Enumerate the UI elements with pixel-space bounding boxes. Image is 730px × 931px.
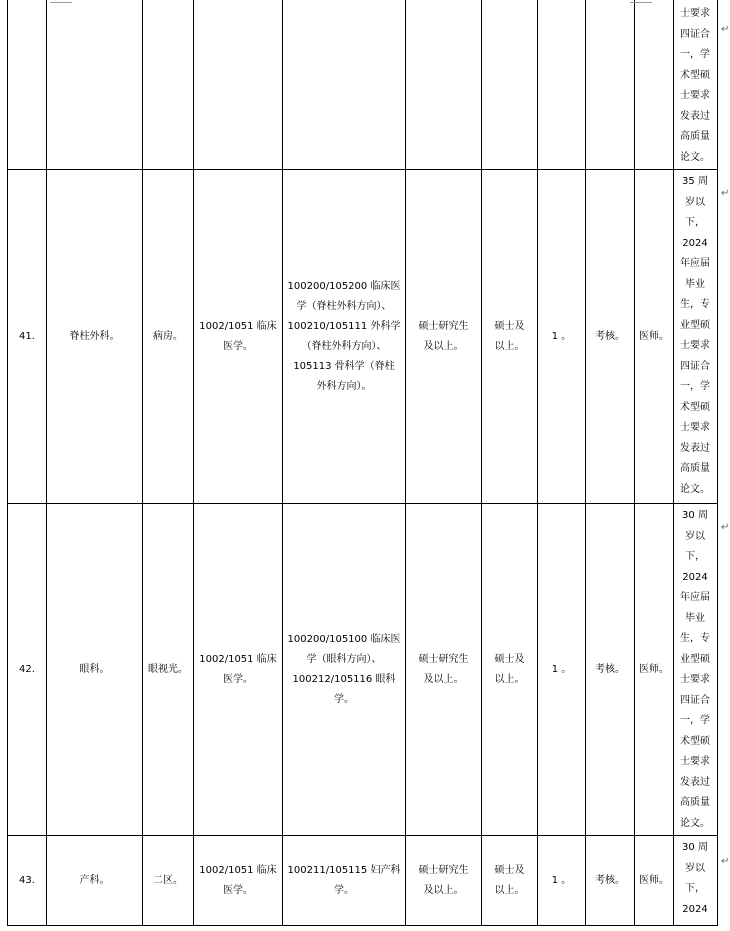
department: 脊柱外科。 [69, 330, 120, 342]
other-requirements: 30 周 岁以 下， 2024 [682, 842, 708, 915]
position-place: 病房。 [153, 330, 183, 342]
major-category: 1002/1051 临床 医学。 [199, 653, 277, 685]
major-category: 1002/1051 临床 医学。 [199, 320, 277, 352]
paragraph-mark: ↵ [721, 856, 730, 867]
post-title: 医师。 [639, 663, 669, 675]
education: 硕士研究生 及以上。 [418, 320, 469, 352]
selection-method: 考核。 [595, 874, 625, 886]
major-requirement: 100200/105100 临床医 学（眼科方向）、 100212/105116 眼科学。 [287, 633, 401, 705]
paragraph-mark: ↵ [721, 188, 730, 199]
department: 产科。 [79, 874, 110, 886]
degree: 硕士及 以上。 [494, 864, 525, 896]
row-number: 41. [19, 330, 35, 342]
column-divider [673, 0, 674, 926]
selection-method: 考核。 [595, 330, 625, 342]
education: 硕士研究生 及以上。 [418, 653, 469, 685]
post-title: 医师。 [639, 874, 669, 886]
paragraph-mark: ↵ [721, 24, 730, 35]
row-number: 43. [19, 874, 35, 886]
position-place: 二区。 [153, 874, 183, 886]
continued-requirement-text: 士要求 四证合 一，学 术型硕 士要求 发表过 高质量 论文。 [680, 8, 710, 163]
department: 眼科。 [79, 663, 110, 675]
major-requirement: 100200/105200 临床医 学（脊柱外科方向）、 100210/105111 外科学 （脊柱外科方向）、 105113 骨科学（脊柱 外科方向）。 [287, 280, 401, 392]
major-requirement: 100211/105115 妇产科 学。 [287, 864, 401, 896]
corner-mark [50, 2, 72, 3]
other-requirements: 30 周 岁以 下， 2024 年应届 毕业 生，专 业型硕 士要求 四证合 一，学 术型硕 士要求 发表过 高质量 论文。 [680, 510, 710, 829]
paragraph-mark: ↵ [721, 522, 730, 533]
education: 硕士研究生 及以上。 [418, 864, 469, 896]
row-number: 42. [19, 663, 35, 675]
table-border-bottom [7, 925, 718, 926]
hiring-count: 1 。 [551, 874, 572, 886]
hiring-count: 1 。 [551, 663, 572, 675]
degree: 硕士及 以上。 [494, 320, 525, 352]
position-place: 眼视光。 [148, 663, 188, 675]
hiring-count: 1 。 [551, 330, 572, 342]
corner-mark [630, 2, 652, 3]
major-category: 1002/1051 临床 医学。 [199, 864, 277, 896]
selection-method: 考核。 [595, 663, 625, 675]
other-requirements: 35 周 岁以 下， 2024 年应届 毕业 生，专 业型硕 士要求 四证合 一，学 术型硕 士要求 发表过 高质量 论文。 [680, 176, 710, 495]
table-border-right [717, 0, 718, 926]
degree: 硕士及 以上。 [494, 653, 525, 685]
post-title: 医师。 [639, 330, 669, 342]
